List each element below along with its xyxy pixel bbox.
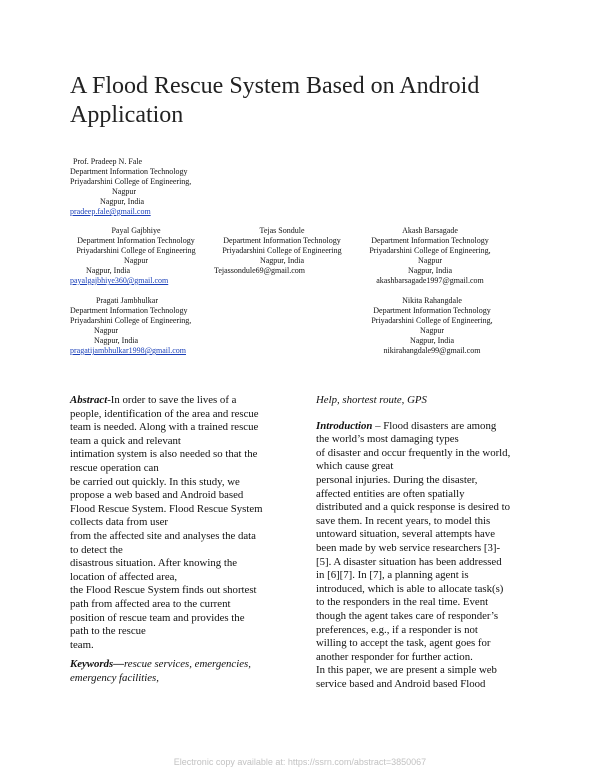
intro-line: to the responders in the real time. Event bbox=[316, 596, 489, 609]
abstract-line: team. bbox=[70, 638, 94, 651]
author-block bbox=[70, 296, 220, 356]
author-city: Nagpur bbox=[420, 326, 444, 335]
author-block bbox=[70, 157, 220, 217]
abstract-line: the Flood Rescue System finds out shortest bbox=[70, 584, 257, 597]
abstract-line: to detect the bbox=[70, 543, 123, 556]
author-college: Priyadarshini College of Engineering bbox=[222, 246, 342, 255]
keywords-line: Keywords—rescue services, emergencies, bbox=[70, 658, 251, 671]
intro-line: willing to accept the task, agent goes for bbox=[316, 637, 491, 650]
author-name: Tejas Sondule bbox=[259, 226, 305, 235]
abstract-label: Abstract bbox=[70, 394, 108, 406]
paper-title: A Flood Rescue System Based on Android Application bbox=[70, 73, 480, 128]
abstract-line: from the affected site and analyses the data bbox=[70, 529, 256, 542]
abstract-line: disastrous situation. After knowing the bbox=[70, 557, 238, 570]
intro-line: save them. In recent years, to model this bbox=[316, 514, 491, 527]
intro-line: been made by web service researchers [3]- bbox=[316, 541, 501, 554]
abstract-line: Flood Rescue System. Flood Rescue System bbox=[70, 502, 263, 515]
author-block bbox=[358, 296, 506, 356]
author-location: Nagpur, India bbox=[100, 197, 145, 206]
intro-line: another responder for further action. bbox=[316, 650, 473, 663]
intro-line: distributed and a quick response is desired to bbox=[316, 501, 511, 514]
intro-line: untoward situation, several attempts have bbox=[316, 528, 495, 541]
author-name: Akash Barsagade bbox=[402, 226, 458, 235]
intro-line: though the agent takes care of responder’s bbox=[316, 609, 499, 622]
author-college: Priyadarshini College of Engineering, bbox=[70, 177, 192, 186]
author-location: Nagpur, India bbox=[409, 336, 455, 345]
author-city: Nagpur bbox=[112, 187, 136, 196]
abstract-line: be carried out quickly. In this study, we bbox=[70, 475, 240, 488]
intro-line: in [6][7]. In [7], a planning agent is bbox=[316, 569, 469, 582]
abstract-line: team is needed. Along with a trained rescue bbox=[70, 421, 259, 434]
author-name: Prof. Pradeep N. Fale bbox=[73, 157, 143, 166]
intro-line: which cause great bbox=[316, 460, 394, 473]
intro-label: Introduction bbox=[316, 419, 373, 432]
abstract-line: intimation system is also needed so that the bbox=[70, 448, 258, 461]
abstract-line: location of affected area, bbox=[70, 570, 178, 583]
author-location: Nagpur, India bbox=[259, 256, 305, 265]
right-column bbox=[316, 394, 536, 691]
author-email: nikirahangdale99@gmail.com bbox=[383, 346, 481, 355]
author-name: Pragati Jambhulkar bbox=[96, 296, 158, 305]
author-dept: Department Information Technology bbox=[70, 167, 188, 176]
author-college: Priyadarshini College of Engineering bbox=[76, 246, 196, 255]
abstract-line: path to the rescue bbox=[70, 625, 146, 638]
author-email[interactable]: payalgajbhiye360@gmail.com bbox=[70, 276, 169, 285]
abstract-line: position of rescue team and provides the bbox=[70, 611, 245, 624]
author-location: Nagpur, India bbox=[86, 266, 131, 275]
intro-line: service based and Android based Flood bbox=[316, 677, 486, 690]
author-college: Priyadarshini College of Engineering, bbox=[371, 316, 493, 325]
intro-line: the world’s most damaging types bbox=[316, 433, 459, 446]
author-city: Nagpur bbox=[124, 256, 148, 265]
intro-line: In this paper, we are present a simple web bbox=[316, 664, 497, 677]
keywords-label: Keywords— bbox=[70, 658, 124, 671]
author-email: Tejassondule69@gmail.com bbox=[214, 266, 306, 275]
author-block bbox=[362, 226, 498, 286]
intro-line: affected entities are often spatially bbox=[316, 487, 465, 500]
author-name: Payal Gajbhiye bbox=[111, 226, 161, 235]
abstract-line: people, identification of the area and rescue bbox=[70, 407, 259, 420]
author-name: Nikita Rahangdale bbox=[402, 296, 462, 305]
intro-line: preferences, e.g., if a responder is not bbox=[316, 623, 478, 636]
left-column bbox=[70, 394, 290, 685]
intro-line: [5]. A disaster situation has been addressed bbox=[316, 555, 502, 568]
intro-line: of disaster and occur frequently in the world, bbox=[316, 446, 511, 459]
abstract-line: collects data from user bbox=[70, 516, 169, 529]
intro-line: personal injuries. During the disaster, bbox=[316, 473, 478, 486]
abstract-line: path from affected area to the current bbox=[70, 597, 231, 610]
abstract-line: team a quick and relevant bbox=[70, 434, 181, 447]
author-city: Nagpur bbox=[418, 256, 442, 265]
keywords-continued: Help, shortest route, GPS bbox=[316, 394, 427, 406]
author-dept: Department Information Technology bbox=[70, 306, 188, 315]
author-college: Priyadarshini College of Engineering, bbox=[369, 246, 491, 255]
abstract-line: rescue operation can bbox=[70, 461, 159, 474]
author-location: Nagpur, India bbox=[94, 336, 139, 345]
ssrn-footer[interactable]: Electronic copy available at: https://ssrn.com/abstract=3850067 bbox=[173, 757, 427, 767]
author-block bbox=[214, 226, 350, 276]
author-dept: Department Information Technology bbox=[373, 306, 491, 315]
intro-line: introduced, which is able to allocate task(s) bbox=[316, 582, 504, 595]
author-block bbox=[70, 226, 202, 286]
author-email[interactable]: pradeep.fale@gmail.com bbox=[70, 207, 151, 216]
author-email[interactable]: pragatijambhulkar1998@gmail.com bbox=[70, 346, 187, 355]
keywords-line: emergency facilities, bbox=[70, 671, 159, 684]
author-dept: Department Information Technology bbox=[77, 236, 195, 245]
author-location: Nagpur, India bbox=[407, 266, 453, 275]
abstract-line: Abstract-In order to save the lives of a bbox=[70, 394, 237, 406]
author-email: akashbarsagade1997@gmail.com bbox=[376, 276, 484, 285]
author-college: Priyadarshini College of Engineering, bbox=[70, 316, 192, 325]
abstract-line: propose a web based and Android based bbox=[70, 489, 244, 502]
author-dept: Department Information Technology bbox=[371, 236, 489, 245]
author-city: Nagpur bbox=[94, 326, 118, 335]
intro-line: Introduction – Flood disasters are among bbox=[316, 419, 497, 432]
author-dept: Department Information Technology bbox=[223, 236, 341, 245]
